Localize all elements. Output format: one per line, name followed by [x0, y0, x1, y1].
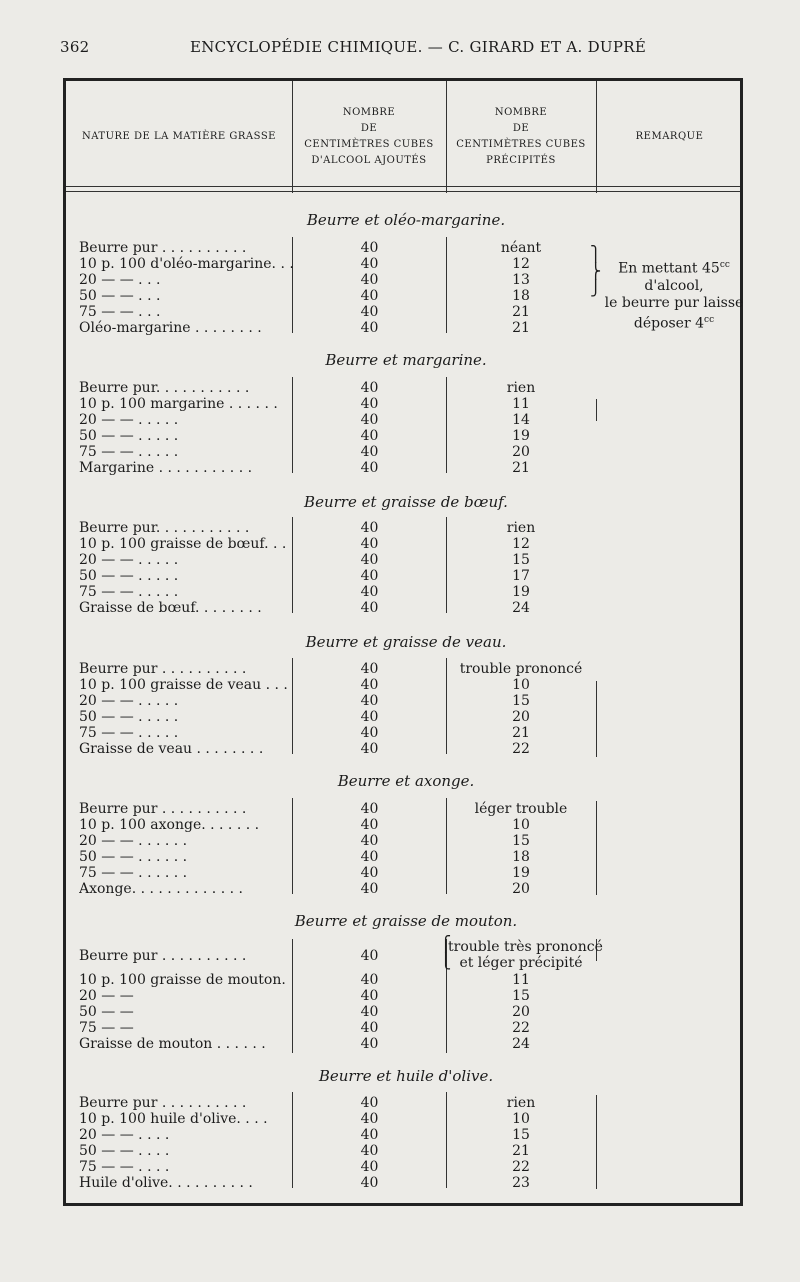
table-row	[66, 568, 746, 584]
alcohol-added-value: 40	[360, 428, 379, 444]
fat-name: 75 — — . . . .	[79, 1159, 170, 1175]
alcohol-added-value: 40	[360, 817, 379, 833]
fat-name: 10 p. 100 huile d'olive. . . .	[79, 1111, 268, 1127]
table-row	[66, 428, 746, 444]
alcohol-added-value: 40	[360, 1175, 379, 1191]
fat-name: Beurre pur . . . . . . . . . .	[79, 240, 247, 256]
header-rule	[66, 186, 740, 187]
fat-name: Beurre pur . . . . . . . . . .	[79, 801, 247, 817]
precipitated-value: 12	[512, 536, 530, 552]
section-title: Beurre et axonge.	[337, 772, 475, 790]
running-head	[60, 38, 740, 58]
precipitated-value: 21	[512, 725, 530, 741]
precipitated-value: 19	[512, 584, 530, 600]
fat-name: Beurre pur . . . . . . . . . .	[79, 661, 247, 677]
precipitated-value: 24	[512, 600, 530, 616]
column-header-line: REMARQUE	[635, 131, 704, 142]
precipitated-value: 24	[512, 1036, 530, 1052]
column-header-line: DE	[512, 123, 530, 134]
alcohol-added-value: 40	[360, 584, 379, 600]
precipitated-value: 18	[512, 849, 530, 865]
precipitated-value: 15	[512, 552, 530, 568]
fat-name: Graisse de mouton . . . . . .	[79, 1036, 266, 1052]
alcohol-added-value: 40	[360, 536, 379, 552]
table-row	[66, 1020, 746, 1036]
section-title: Beurre et graisse de bœuf.	[304, 493, 508, 511]
fat-name: Beurre pur. . . . . . . . . . .	[79, 380, 250, 396]
alcohol-added-value: 40	[360, 288, 379, 304]
alcohol-added-value: 40	[360, 520, 379, 536]
remark-line: En mettant $45^{cc}$	[618, 260, 730, 277]
table-row	[66, 865, 746, 881]
fat-name: 20 — — . . .	[79, 272, 161, 288]
precipitated-value: 14	[512, 412, 530, 428]
alcohol-added-value: 40	[360, 568, 379, 584]
table-row	[66, 881, 746, 897]
table-row	[66, 412, 746, 428]
alcohol-added-value: 40	[360, 948, 379, 964]
alcohol-added-value: 40	[360, 1143, 379, 1159]
table-row	[66, 1095, 746, 1111]
table-row	[66, 741, 746, 757]
precipitated-value: 17	[512, 568, 530, 584]
precipitated-value: 21	[512, 304, 530, 320]
table-row	[66, 709, 746, 725]
table-row	[66, 536, 746, 552]
precipitated-value: 21	[512, 1143, 530, 1159]
fat-name: Margarine . . . . . . . . . . .	[79, 460, 253, 476]
section-title: Beurre et oléo-margarine.	[306, 211, 506, 229]
fat-name: Beurre pur. . . . . . . . . . .	[79, 520, 250, 536]
fat-name: 20 — — . . . .	[79, 1127, 170, 1143]
fat-name: 75 — — . . . . .	[79, 725, 179, 741]
remark-line: déposer $4^{cc}$	[633, 314, 715, 332]
table-row	[66, 972, 746, 988]
fat-name: 75 — — . . .	[79, 304, 161, 320]
alcohol-added-value: 40	[360, 1159, 379, 1175]
page-number: 362	[60, 38, 90, 56]
section-title: Beurre et graisse de veau.	[305, 633, 507, 651]
alcohol-added-value: 40	[360, 677, 379, 693]
table-row	[66, 444, 746, 460]
precipitated-value: 20	[512, 709, 530, 725]
fat-name: Oléo-margarine . . . . . . . .	[79, 320, 262, 336]
table-row	[66, 460, 746, 476]
brace-icon: ⎧ ⎩	[440, 935, 452, 970]
running-title: ENCYCLOPÉDIE CHIMIQUE. — C. GIRARD ET A. DUPRÉ	[190, 38, 647, 56]
table-row	[66, 817, 746, 833]
alcohol-added-value: 40	[360, 396, 379, 412]
precipitated-value: néant	[500, 240, 542, 256]
brace-icon: ⎫ ⎬ ⎭	[590, 245, 602, 297]
fat-name: 10 p. 100 axonge. . . . . . .	[79, 817, 260, 833]
alcohol-added-value: 40	[360, 1004, 379, 1020]
table-row	[66, 240, 746, 256]
column-header-line: NATURE DE LA MATIÈRE GRASSE	[82, 131, 276, 142]
fat-name: 50 — — . . . . .	[79, 568, 179, 584]
table-row	[66, 1111, 746, 1127]
precipitated-value: 15	[512, 988, 530, 1004]
column-header-line: CENTIMÈTRES CUBES	[304, 139, 434, 150]
fat-name: 50 — — . . . .	[79, 1143, 170, 1159]
precipitated-value: 15	[512, 693, 530, 709]
precipitated-value: 20	[512, 1004, 530, 1020]
fat-name: Graisse de bœuf. . . . . . . .	[79, 600, 262, 616]
precipitated-value: 11	[512, 396, 530, 412]
fat-name: Graisse de veau . . . . . . . .	[79, 741, 264, 757]
alcohol-added-value: 40	[360, 600, 379, 616]
alcohol-added-value: 40	[360, 661, 379, 677]
column-header-line: D'ALCOOL AJOUTÉS	[311, 155, 427, 166]
column-header-line: PRÉCIPITÉS	[486, 155, 556, 166]
alcohol-added-value: 40	[360, 881, 379, 897]
fat-name: 20 — — . . . . .	[79, 552, 179, 568]
section-title: Beurre et huile d'olive.	[318, 1067, 494, 1085]
fat-name: Axonge. . . . . . . . . . . . .	[79, 881, 243, 897]
fat-analysis-table	[63, 78, 743, 1206]
table-row	[66, 1004, 746, 1020]
table-row	[66, 849, 746, 865]
table-row	[66, 396, 746, 412]
precipitated-value: 22	[512, 1159, 530, 1175]
alcohol-added-value: 40	[360, 256, 379, 272]
fat-name: 50 — — . . . . .	[79, 709, 179, 725]
precipitated-value: 11	[512, 972, 530, 988]
table-row	[66, 584, 746, 600]
fat-name: 50 — — . . . . .	[79, 428, 179, 444]
table-row	[66, 801, 746, 817]
precipitated-value: 21	[512, 320, 530, 336]
fat-name: 10 p. 100 graisse de bœuf. . .	[79, 536, 287, 552]
table-row	[66, 725, 746, 741]
alcohol-added-value: 40	[360, 1020, 379, 1036]
fat-name: Huile d'olive. . . . . . . . . .	[79, 1175, 253, 1191]
column-header-remark	[596, 129, 743, 145]
alcohol-added-value: 40	[360, 304, 379, 320]
fat-name: 50 — — . . .	[79, 288, 161, 304]
precipitated-value: 10	[512, 1111, 530, 1127]
alcohol-added-value: 40	[360, 801, 379, 817]
precipitated-value: 15	[512, 1127, 530, 1143]
alcohol-added-value: 40	[360, 1111, 379, 1127]
column-header-precipitated	[446, 105, 596, 169]
precipitated-value: rien	[506, 520, 536, 536]
alcohol-added-value: 40	[360, 833, 379, 849]
fat-name: 10 p. 100 d'oléo-margarine. . .	[79, 256, 294, 272]
fat-name: 75 — —	[79, 1020, 134, 1036]
table-row	[66, 833, 746, 849]
fat-name: 50 — —	[79, 1004, 134, 1020]
precipitated-value: léger trouble	[474, 801, 568, 817]
precipitated-value: 12	[512, 256, 530, 272]
precipitated-value: rien	[506, 380, 536, 396]
column-header-line: DE	[360, 123, 378, 134]
fat-name: 75 — — . . . . .	[79, 444, 179, 460]
precipitated-value: 21	[512, 460, 530, 476]
alcohol-added-value: 40	[360, 849, 379, 865]
alcohol-added-value: 40	[360, 412, 379, 428]
remark-line: le beurre pur laisse	[604, 294, 744, 311]
fat-name: 20 — — . . . . .	[79, 412, 179, 428]
fat-name: Beurre pur . . . . . . . . . .	[79, 1095, 247, 1111]
table-row	[66, 693, 746, 709]
remark-note	[604, 257, 744, 332]
table-row	[66, 661, 746, 677]
section-title: Beurre et graisse de mouton.	[294, 912, 518, 930]
alcohol-added-value: 40	[360, 1036, 379, 1052]
precipitated-value: 22	[512, 1020, 530, 1036]
alcohol-added-value: 40	[360, 272, 379, 288]
table-row	[66, 552, 746, 568]
table-row	[66, 1159, 746, 1175]
table-row	[66, 520, 746, 536]
table-row	[66, 948, 746, 964]
fat-name: 10 p. 100 graisse de mouton.	[79, 972, 286, 988]
precipitated-note: trouble très prononcé	[448, 939, 603, 955]
alcohol-added-value: 40	[360, 444, 379, 460]
column-header-alcohol-added	[292, 105, 446, 169]
header-rule-double	[66, 191, 740, 192]
fat-name: 75 — — . . . . .	[79, 584, 179, 600]
precipitated-value: 10	[512, 677, 530, 693]
precipitated-value: 22	[512, 741, 530, 757]
precipitated-value: 18	[512, 288, 530, 304]
alcohol-added-value: 40	[360, 972, 379, 988]
table-row	[66, 988, 746, 1004]
table-row	[66, 1175, 746, 1191]
column-header-line: NOMBRE	[342, 107, 396, 118]
alcohol-added-value: 40	[360, 1095, 379, 1111]
alcohol-added-value: 40	[360, 552, 379, 568]
table-row	[66, 1143, 746, 1159]
precipitated-value: 23	[512, 1175, 530, 1191]
precipitated-value: rien	[506, 1095, 536, 1111]
fat-name: 20 — —	[79, 988, 134, 1004]
precipitated-value: 19	[512, 428, 530, 444]
column-header-line: NOMBRE	[494, 107, 548, 118]
fat-name: 10 p. 100 graisse de veau . . .	[79, 677, 288, 693]
precipitated-value: 15	[512, 833, 530, 849]
precipitated-note: et léger précipité	[459, 955, 583, 971]
precipitated-value: 20	[512, 881, 530, 897]
alcohol-added-value: 40	[360, 380, 379, 396]
alcohol-added-value: 40	[360, 240, 379, 256]
alcohol-added-value: 40	[360, 988, 379, 1004]
fat-name: 20 — — . . . . . .	[79, 833, 188, 849]
precipitated-value: 10	[512, 817, 530, 833]
fat-name: 10 p. 100 margarine . . . . . .	[79, 396, 278, 412]
table-row	[66, 677, 746, 693]
precipitated-value: trouble prononcé	[459, 661, 583, 677]
remark-line: d'alcool,	[644, 277, 704, 294]
column-header-line: CENTIMÈTRES CUBES	[456, 139, 586, 150]
table-row	[66, 1036, 746, 1052]
alcohol-added-value: 40	[360, 741, 379, 757]
alcohol-added-value: 40	[360, 320, 379, 336]
fat-name: Beurre pur . . . . . . . . . .	[79, 948, 247, 964]
precipitated-value: 19	[512, 865, 530, 881]
fat-name: 20 — — . . . . .	[79, 693, 179, 709]
fat-name: 50 — — . . . . . .	[79, 849, 188, 865]
table-row	[66, 1127, 746, 1143]
alcohol-added-value: 40	[360, 865, 379, 881]
column-header-nature	[66, 129, 292, 145]
fat-name: 75 — — . . . . . .	[79, 865, 188, 881]
section-title: Beurre et margarine.	[325, 351, 487, 369]
precipitated-value: 20	[512, 444, 530, 460]
table-row	[66, 380, 746, 396]
alcohol-added-value: 40	[360, 460, 379, 476]
alcohol-added-value: 40	[360, 725, 379, 741]
alcohol-added-value: 40	[360, 709, 379, 725]
table-row	[66, 600, 746, 616]
alcohol-added-value: 40	[360, 693, 379, 709]
alcohol-added-value: 40	[360, 1127, 379, 1143]
precipitated-value: 13	[512, 272, 530, 288]
